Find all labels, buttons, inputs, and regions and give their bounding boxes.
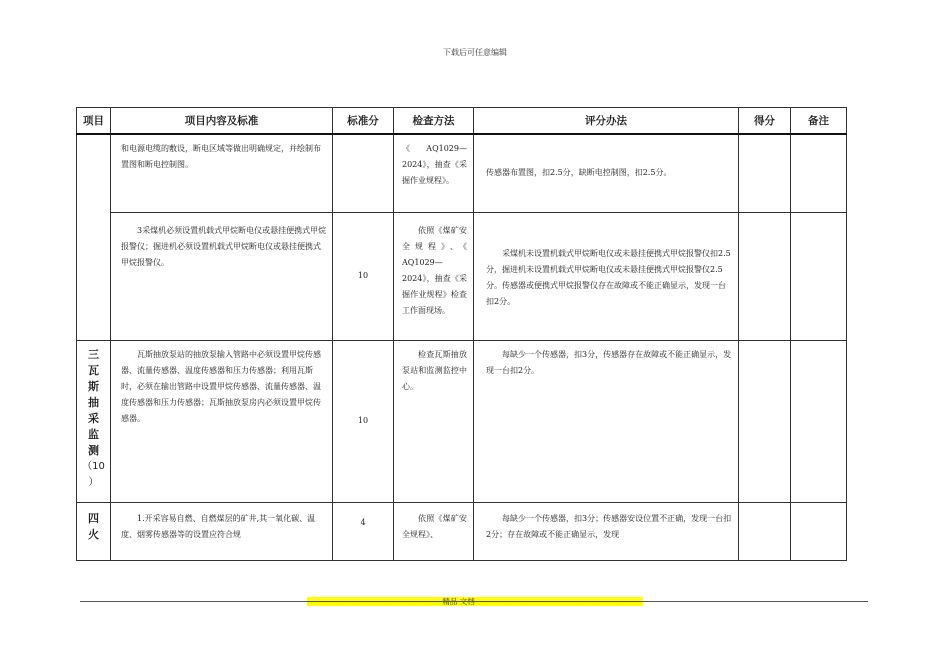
method-cell: 依照《煤矿安全规程》、《 AQ1029—2024》，抽查《采掘作业规程》检查工作面现场。 xyxy=(394,212,474,340)
remarks-cell xyxy=(791,134,847,212)
column-header-project: 项目 xyxy=(77,108,111,135)
content-cell: 瓦斯抽放泵站的抽放泵输入管路中必须设置甲烷传感器、流量传感器、温度传感器和压力传感器；利用瓦斯时，必须在输出管路中设置甲烷传感器、流量传感器、温度传感器和压力传感器；瓦斯抽放泵房内必须设置甲烷传感器。 xyxy=(111,340,333,502)
column-header-score: 标准分 xyxy=(333,108,394,135)
table-row xyxy=(77,134,847,212)
method-cell: 检查瓦斯抽放泵站和监测监控中心。 xyxy=(394,340,474,502)
column-header-scoring: 评分办法 xyxy=(474,108,739,135)
scoring-cell: 传感器布置图，扣2.5分，缺断电控制图，扣2.5分。 xyxy=(474,134,739,212)
column-header-obtained: 得分 xyxy=(739,108,791,135)
table-row xyxy=(77,502,847,560)
column-header-method: 检查方法 xyxy=(394,108,474,135)
obtained-cell xyxy=(739,502,791,560)
project-cell-continued xyxy=(77,134,111,340)
remarks-cell xyxy=(791,502,847,560)
score-cell: 10 xyxy=(333,212,394,340)
method-cell: 《 AQ1029—2024》，抽查《采掘作业规程》。 xyxy=(394,134,474,212)
column-header-content: 项目内容及标准 xyxy=(111,108,333,135)
score-cell xyxy=(333,134,394,212)
obtained-cell xyxy=(739,212,791,340)
content-cell: 1.开采容易自燃、自燃煤层的矿井,其一氧化碳、温度、烟雾传感器等的设置应符合规 xyxy=(111,502,333,560)
remarks-cell xyxy=(791,340,847,502)
score-cell: 10 xyxy=(333,340,394,502)
scoring-cell: 每缺少一个传感器，扣3分，传感器存在故障或不能正确显示，发现一台扣2分。 xyxy=(474,340,739,502)
footer-watermark xyxy=(0,589,950,608)
column-header-remarks: 备注 xyxy=(791,108,847,135)
content-cell: 和电源电缆的敷设，断电区域等做出明确规定，并绘制布置图和断电控制图。 xyxy=(111,134,333,212)
evaluation-table xyxy=(76,107,847,561)
method-cell: 依照《煤矿安全规程》、 xyxy=(394,502,474,560)
project-cell-fire: 四 火 xyxy=(77,502,111,560)
obtained-cell xyxy=(739,134,791,212)
footer-divider xyxy=(80,601,868,602)
table-header-row xyxy=(77,108,847,135)
scoring-cell: 每缺少一个传感器，扣3分；传感器安设位置不正确，发现一台扣2分；存在故障或不能正确显示，发现 xyxy=(474,502,739,560)
obtained-cell xyxy=(739,340,791,502)
scoring-cell: 采煤机未设置机载式甲烷断电仪或未悬挂便携式甲烷报警仪扣2.5分，掘进机未设置机载式甲烷断电仪或未悬挂便携式甲烷报警仪2.5分。传感器或便携式甲烷报警仪存在故障或不能正确显示，发现一台扣2分。 xyxy=(474,212,739,340)
project-cell-gas-drainage: 三 瓦 斯 抽 采 监 测 （10 ） xyxy=(77,340,111,502)
table-row xyxy=(77,340,847,502)
score-cell: 4 xyxy=(333,502,394,560)
content-cell: 3采煤机必须设置机载式甲烷断电仪或悬挂便携式甲烷报警仪；掘进机必须设置机载式甲烷断电仪或悬挂便携式甲烷报警仪。 xyxy=(111,212,333,340)
page-header: 下载后可任意编辑 xyxy=(443,48,507,57)
table-row xyxy=(77,212,847,340)
remarks-cell xyxy=(791,212,847,340)
